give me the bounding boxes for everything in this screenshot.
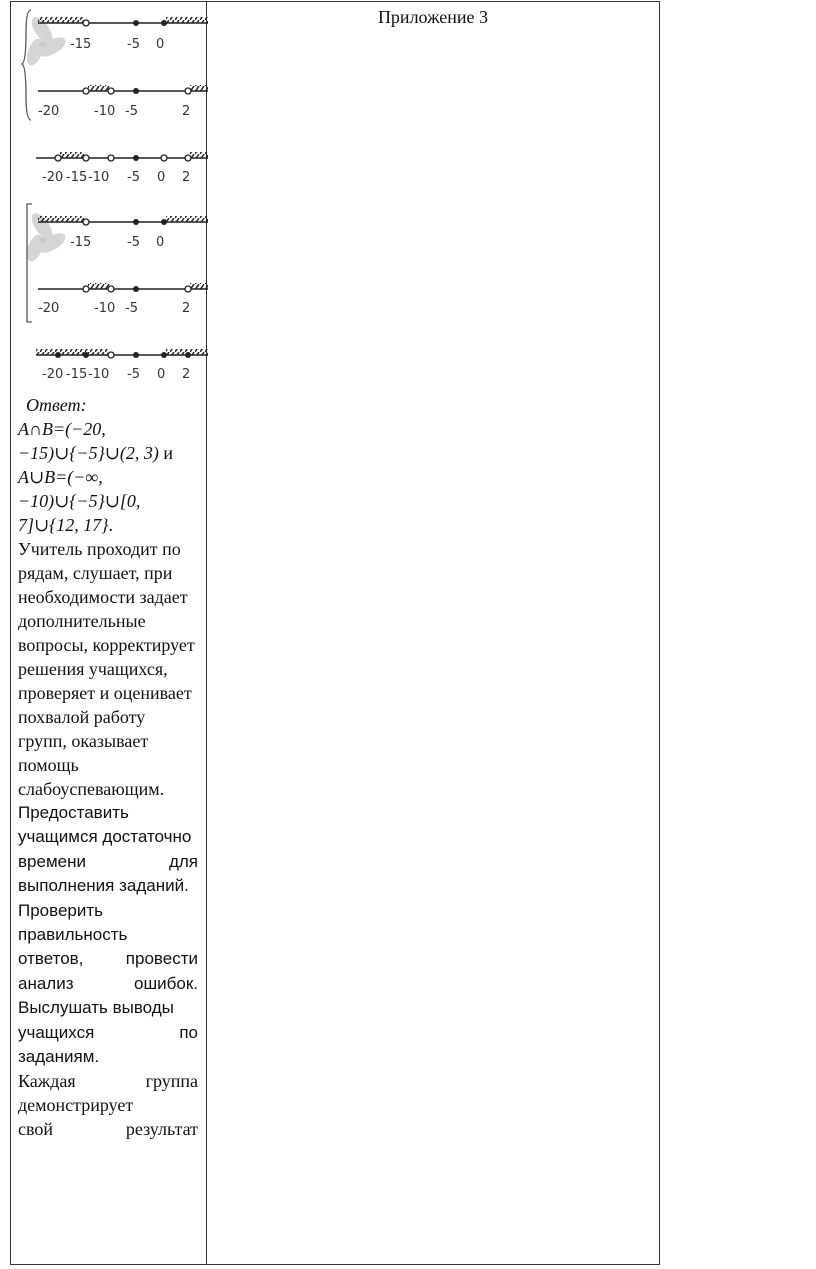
tick-label: -15 — [70, 235, 92, 250]
answer-line: −10)∪{−5}∪[0, — [18, 491, 141, 511]
tick-label: -10 — [94, 104, 116, 119]
tick-label: -10 — [88, 367, 110, 382]
word: ошибок. — [134, 973, 198, 993]
answer-union-text: 7]∪{12, 17} — [18, 515, 109, 535]
instruction-line — [18, 1021, 198, 1045]
instructions-block — [18, 801, 198, 1069]
union-bracket — [27, 204, 32, 322]
answer-period: . — [108, 515, 113, 535]
tick-label: -10 — [94, 301, 116, 316]
instruction-line — [18, 947, 198, 971]
word: по — [179, 1022, 198, 1042]
answer-line: A∩B=(−20, — [18, 419, 106, 439]
instruction-text: Выслушать выводы — [18, 998, 174, 1018]
word: Каждая — [18, 1071, 76, 1092]
tick-label: -20 — [42, 367, 64, 382]
tick-label: -15 — [66, 170, 88, 185]
word: для — [168, 851, 198, 871]
appendix-title: Приложение 3 — [377, 7, 489, 27]
tick-label: -20 — [38, 301, 60, 316]
word: свой — [18, 1119, 53, 1140]
instruction-line — [18, 850, 198, 874]
tick-label: 2 — [182, 104, 191, 119]
tick-label: -15 — [66, 367, 88, 382]
tick-label: -15 — [70, 37, 92, 52]
tick-label: -5 — [125, 301, 138, 316]
tick-label: -20 — [42, 170, 64, 185]
answer-label: Ответ: — [26, 395, 87, 415]
tick-label: 0 — [157, 170, 166, 185]
tick-label: -20 — [38, 104, 60, 119]
answer-line — [18, 441, 198, 465]
instruction-text: Предоставить учащимся достаточно — [18, 803, 192, 847]
closing-text: демонстрирует — [18, 1095, 134, 1116]
word: результат — [125, 1119, 198, 1140]
right-column-cell — [207, 2, 660, 1265]
answer-line — [18, 513, 198, 537]
closing-line — [18, 1069, 198, 1093]
tick-label: 2 — [182, 367, 191, 382]
tick-label: -10 — [88, 170, 110, 185]
tick-label: -5 — [127, 367, 140, 382]
tick-label: 0 — [157, 367, 166, 382]
instruction-line — [18, 972, 198, 996]
instruction-text: Проверить правильность — [18, 900, 128, 945]
number-line-intersection-1 — [20, 148, 208, 188]
teacher-paragraph: Учитель проходит по рядам, слушает, при необходимости задает дополнительные вопросы, корректирует решения учащихся, проверяет и оценивает похвалой работу групп, оказывает помощь слабоуспевающим. — [18, 539, 195, 799]
tick-label: -5 — [127, 37, 140, 52]
answer-intersection-text: −15)∪{−5}∪(2, 3) — [18, 443, 159, 463]
tick-label: -5 — [125, 104, 138, 119]
closing-line — [18, 1117, 198, 1141]
word: анализ — [18, 973, 74, 993]
conjunction-text: и — [158, 443, 173, 463]
tick-label: 2 — [182, 170, 191, 185]
instruction-text: выполнения заданий. — [18, 876, 189, 896]
number-line-system-2 — [20, 200, 208, 326]
answer-line: A∪B=(−∞, — [18, 467, 103, 487]
tick-label: -5 — [127, 235, 140, 250]
tick-label: 0 — [156, 235, 165, 250]
answer-block — [18, 393, 198, 1141]
tick-label: -5 — [127, 170, 140, 185]
word: времени — [18, 851, 86, 871]
word: ответов, — [18, 949, 84, 969]
word: группа — [145, 1071, 198, 1092]
number-line-system-1 — [20, 2, 208, 128]
word: учащихся — [18, 1022, 95, 1042]
system-brace — [22, 10, 31, 120]
word: провести — [125, 949, 198, 969]
tick-label: 2 — [182, 301, 191, 316]
number-line-union-1 — [20, 346, 208, 386]
tick-label: 0 — [156, 37, 165, 52]
instruction-text: заданиям. — [18, 1047, 100, 1067]
